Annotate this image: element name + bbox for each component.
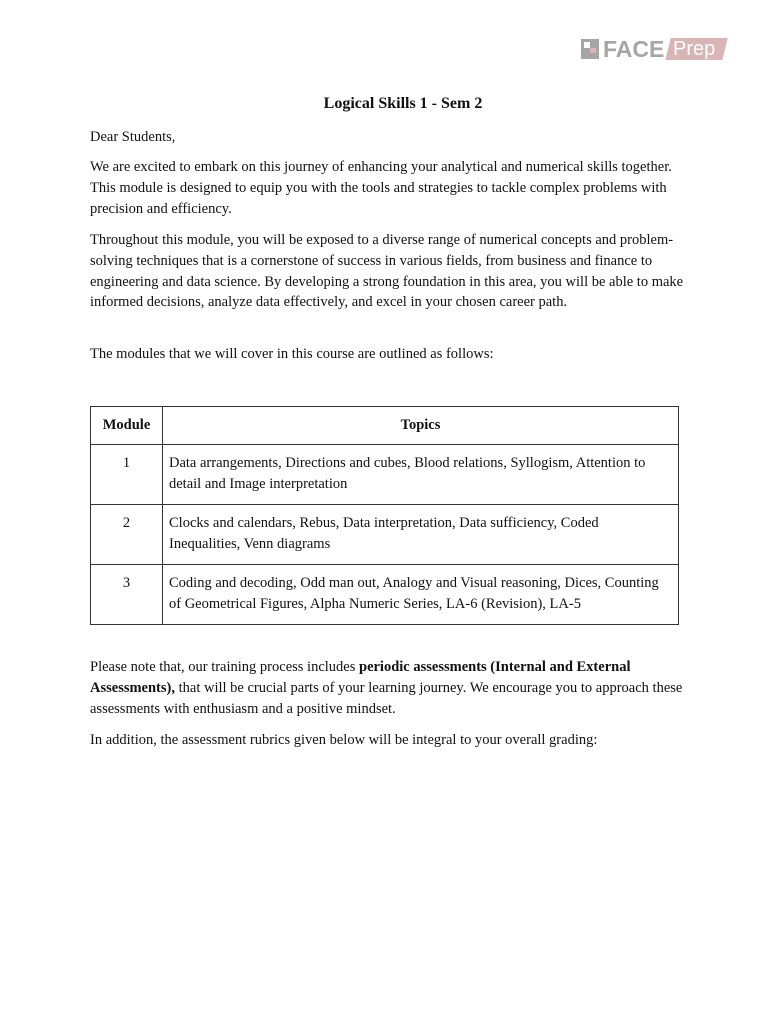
module-topics-cell: Data arrangements, Directions and cubes, Blood relations, Syllogism, Attention to detail and Image interpretation — [163, 445, 679, 505]
table-row — [91, 505, 679, 565]
logo-suffix-text: Prep — [673, 38, 716, 60]
module-number-cell: 2 — [91, 505, 163, 565]
column-header-module: Module — [91, 407, 163, 445]
closing-paragraph: In addition, the assessment rubrics given below will be integral to your overall grading: — [90, 732, 598, 748]
logo-mark-icon — [581, 39, 599, 59]
assessment-note-text-continued: that will be crucial parts of your learning journey. We encourage you to approach these assessments with enthusiasm and a positive mindset. — [90, 679, 683, 717]
module-topics-cell: Clocks and calendars, Rebus, Data interpretation, Data sufficiency, Coded Inequalities, Venn diagrams — [163, 505, 679, 565]
module-topics-cell: Coding and decoding, Odd man out, Analogy and Visual reasoning, Dices, Counting of Geometrical Figures, Alpha Numeric Series, LA-6 (Revision), LA-5 — [163, 565, 679, 625]
table-header-row — [91, 407, 679, 445]
greeting: Dear Students, — [90, 129, 176, 145]
module-description-paragraph: Throughout this module, you will be exposed to a diverse range of numerical concepts and problem-solving techniques that is a cornerstone of success in various fields, from business and finance to engineering and data science. By developing a strong foundation in this area, you will be able to make informed decisions, analyze data effectively, and excel in your chosen career path. — [90, 232, 684, 311]
face-prep-logo — [581, 37, 734, 61]
table-row — [91, 445, 679, 505]
document-title: Logical Skills 1 - Sem 2 — [323, 95, 483, 112]
module-number-cell: 1 — [91, 445, 163, 505]
modules-intro-paragraph: The modules that we will cover in this course are outlined as follows: — [90, 346, 494, 362]
assessment-note-paragraph — [90, 657, 690, 719]
logo-suffix-badge — [666, 38, 729, 60]
modules-table — [90, 406, 679, 625]
assessment-note-emphasis: periodic assessments (Internal and External Assessments), — [90, 659, 631, 696]
module-number-cell: 3 — [91, 565, 163, 625]
assessment-note-text: Please note that, our training process includes — [90, 659, 359, 675]
table-row — [91, 565, 679, 625]
column-header-topics: Topics — [163, 407, 679, 445]
logo-brand-text: FACE — [603, 36, 665, 62]
intro-paragraph: We are excited to embark on this journey of enhancing your analytical and numerical skills together. This module is designed to equip you with the tools and strategies to tackle complex problems with precision and efficiency. — [90, 159, 672, 217]
